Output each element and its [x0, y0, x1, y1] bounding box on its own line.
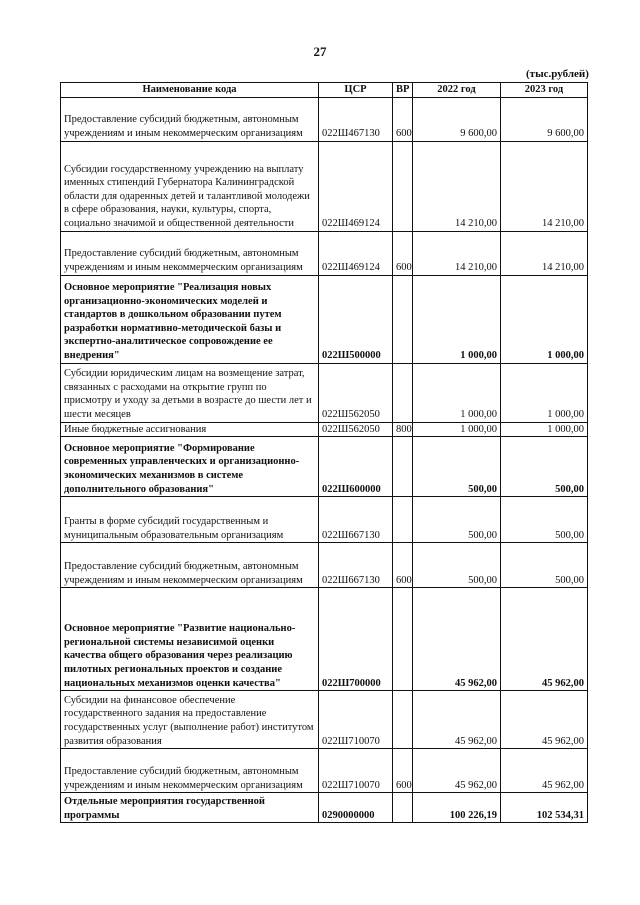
cell-2022: 9 600,00 [413, 97, 501, 141]
cell-2023: 45 962,00 [501, 691, 588, 749]
table-row [61, 793, 588, 823]
cell-csr: 022Ш500000 [319, 275, 393, 363]
cell-csr: 022Ш700000 [319, 588, 393, 691]
header-csr: ЦСР [319, 83, 393, 98]
cell-name: Предоставление субсидий бюджетным, автономным учреждениям и иным некоммерческим организациям [61, 231, 319, 275]
cell-2022: 1 000,00 [413, 422, 501, 437]
cell-2023: 1 000,00 [501, 422, 588, 437]
cell-vr: 600 [393, 543, 413, 588]
cell-vr [393, 588, 413, 691]
budget-table [60, 82, 588, 823]
cell-vr: 600 [393, 97, 413, 141]
cell-2023: 500,00 [501, 437, 588, 497]
cell-name: Предоставление субсидий бюджетным, автономным учреждениям и иным некоммерческим организациям [61, 749, 319, 793]
cell-csr: 022Ш562050 [319, 422, 393, 437]
table-header-row [61, 83, 588, 98]
cell-2022: 500,00 [413, 437, 501, 497]
cell-name: Основное мероприятие "Развитие национально-региональной системы независимой оценки качества общего образования через реализацию пилотных региональных проектов и создание национальных механизмов оценки качества" [61, 588, 319, 691]
cell-csr: 022Ш467130 [319, 97, 393, 141]
cell-2022: 45 962,00 [413, 749, 501, 793]
cell-2023: 45 962,00 [501, 588, 588, 691]
table-row [61, 231, 588, 275]
cell-csr: 022Ш600000 [319, 437, 393, 497]
cell-csr: 022Ш667130 [319, 543, 393, 588]
cell-csr: 022Ш710070 [319, 749, 393, 793]
cell-2022: 100 226,19 [413, 793, 501, 823]
table-row [61, 97, 588, 141]
cell-vr [393, 497, 413, 543]
cell-csr: 022Ш469124 [319, 141, 393, 231]
cell-2022: 500,00 [413, 543, 501, 588]
cell-vr [393, 275, 413, 363]
cell-vr: 600 [393, 749, 413, 793]
table-row [61, 691, 588, 749]
cell-2023: 500,00 [501, 497, 588, 543]
header-2022: 2022 год [413, 83, 501, 98]
cell-vr [393, 437, 413, 497]
cell-2023: 1 000,00 [501, 363, 588, 422]
cell-2023: 45 962,00 [501, 749, 588, 793]
cell-2023: 1 000,00 [501, 275, 588, 363]
header-2023: 2023 год [501, 83, 588, 98]
table-row [61, 588, 588, 691]
cell-name: Иные бюджетные ассигнования [61, 422, 319, 437]
cell-name: Отдельные мероприятия государственной программы [61, 793, 319, 823]
cell-csr: 022Ш469124 [319, 231, 393, 275]
table-row [61, 141, 588, 231]
cell-vr [393, 141, 413, 231]
table-row [61, 497, 588, 543]
cell-vr [393, 363, 413, 422]
cell-2023: 500,00 [501, 543, 588, 588]
cell-2022: 1 000,00 [413, 363, 501, 422]
cell-vr: 800 [393, 422, 413, 437]
cell-name: Субсидии на финансовое обеспечение государственного задания на предоставление государственных услуг (выполнение работ) институтом развития образования [61, 691, 319, 749]
cell-2023: 102 534,31 [501, 793, 588, 823]
cell-name: Предоставление субсидий бюджетным, автономным учреждениям и иным некоммерческим организациям [61, 97, 319, 141]
table-row [61, 422, 588, 437]
cell-vr [393, 793, 413, 823]
header-vr: ВР [393, 83, 413, 98]
cell-name: Субсидии юридическим лицам на возмещение затрат, связанных с расходами на открытие групп по присмотру и уходу за детьми в возрасте до шести лет и шести месяцев [61, 363, 319, 422]
header-name: Наименование кода [61, 83, 319, 98]
cell-2022: 1 000,00 [413, 275, 501, 363]
cell-2022: 14 210,00 [413, 231, 501, 275]
cell-vr: 600 [393, 231, 413, 275]
cell-2023: 14 210,00 [501, 141, 588, 231]
units-label: (тыс.рублей) [526, 68, 589, 80]
cell-csr: 0290000000 [319, 793, 393, 823]
cell-name: Предоставление субсидий бюджетным, автономным учреждениям и иным некоммерческим организациям [61, 543, 319, 588]
cell-name: Основное мероприятие "Формирование современных управленческих и организационно-экономических механизмов в системе дополнительного образования" [61, 437, 319, 497]
page-number: 27 [313, 44, 327, 59]
cell-2022: 45 962,00 [413, 691, 501, 749]
cell-2022: 14 210,00 [413, 141, 501, 231]
cell-2023: 14 210,00 [501, 231, 588, 275]
cell-2022: 500,00 [413, 497, 501, 543]
cell-name: Гранты в форме субсидий государственным и муниципальным образовательным организациям [61, 497, 319, 543]
table-row [61, 749, 588, 793]
table-row [61, 363, 588, 422]
cell-csr: 022Ш562050 [319, 363, 393, 422]
table-row [61, 275, 588, 363]
cell-vr [393, 691, 413, 749]
cell-csr: 022Ш667130 [319, 497, 393, 543]
cell-name: Субсидии государственному учреждению на выплату именных стипендий Губернатора Калининградской области для одаренных детей и талантливой молодежи в сфере образования, науки, культуры, спорта, социально значимой и общественной деятельности [61, 141, 319, 231]
cell-2023: 9 600,00 [501, 97, 588, 141]
cell-2022: 45 962,00 [413, 588, 501, 691]
cell-csr: 022Ш710070 [319, 691, 393, 749]
table-row [61, 543, 588, 588]
cell-name: Основное мероприятие "Реализация новых организационно-экономических моделей и стандартов в дошкольном образовании путем разработки нормативно-методической базы и экспертно-аналитическое сопровождение ее внедрения" [61, 275, 319, 363]
table-row [61, 437, 588, 497]
